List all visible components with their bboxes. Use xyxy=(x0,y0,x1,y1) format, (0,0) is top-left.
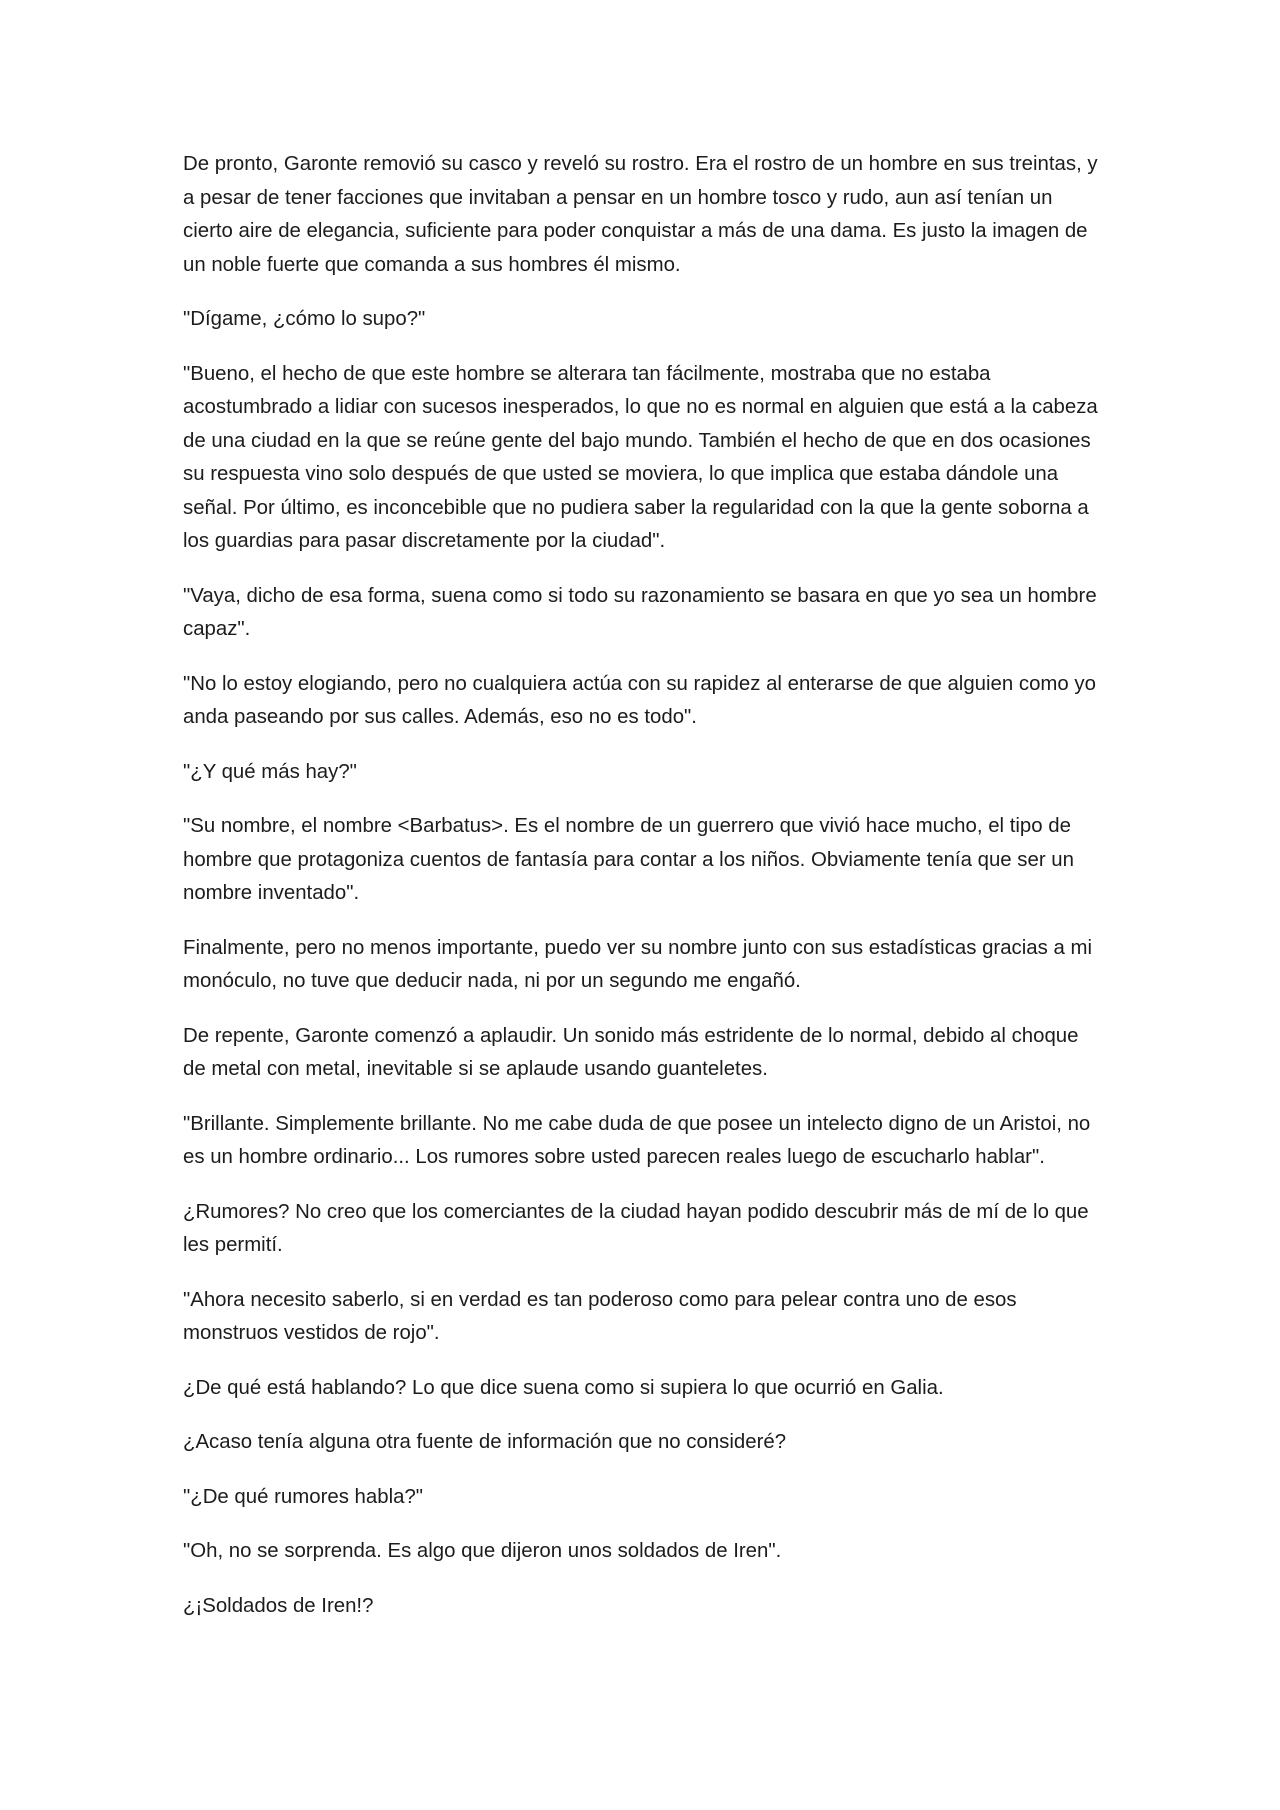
paragraph: "No lo estoy elogiando, pero no cualquiera actúa con su rapidez al enterarse de que alguien como yo anda paseando por sus calles. Además, eso no es todo". xyxy=(183,672,1096,728)
paragraph: "Brillante. Simplemente brillante. No me cabe duda de que posee un intelecto digno de un Aristoi, no es un hombre ordinario... Los rumores sobre usted parecen reales luego de escucharlo hablar". xyxy=(183,1112,1091,1168)
paragraph: ¿Acaso tenía alguna otra fuente de información que no consideré? xyxy=(183,1431,787,1453)
paragraph: De repente, Garonte comenzó a aplaudir. Un sonido más estridente de lo normal, debido al choque de metal con metal, inevitable si se aplaude usando guanteletes. xyxy=(183,1024,1079,1080)
paragraph: ¿¡Soldados de Iren!? xyxy=(183,1594,374,1617)
paragraph: "Vaya, dicho de esa forma, suena como si todo su razonamiento se basara en que yo sea un hombre capaz". xyxy=(183,584,1097,640)
document-body xyxy=(183,148,1103,1644)
paragraph: "Ahora necesito saberlo, si en verdad es tan poderoso como para pelear contra uno de esos monstruos vestidos de rojo". xyxy=(183,1288,1017,1344)
paragraph: ¿De qué está hablando? Lo que dice suena como si supiera lo que ocurrió en Galia. xyxy=(183,1376,944,1399)
paragraph: "Dígame, ¿cómo lo supo?" xyxy=(183,308,426,330)
paragraph: ¿Rumores? No creo que los comerciantes de la ciudad hayan podido descubrir más de mí de lo que les permití. xyxy=(183,1200,1089,1256)
paragraph: "Oh, no se sorprenda. Es algo que dijeron unos soldados de Iren". xyxy=(183,1540,782,1562)
paragraph: "¿Y qué más hay?" xyxy=(183,760,357,783)
paragraph: Finalmente, pero no menos importante, puedo ver su nombre junto con sus estadísticas gracias a mi monóculo, no tuve que deducir nada, ni por un segundo me engañó. xyxy=(183,936,1092,992)
paragraph: "¿De qué rumores habla?" xyxy=(183,1485,424,1508)
paragraph: "Bueno, el hecho de que este hombre se alterara tan fácilmente, mostraba que no estaba acostumbrado a lidiar con sucesos inesperados, lo que no es normal en alguien que está a la cabeza de una ciudad en la que se reúne gente del bajo mundo. También el hecho de que en dos ocasiones su respuesta vino solo después de que usted se moviera, lo que implica que estaba dándole una señal. Por último, es inconcebible que no pudiera saber la regularidad con la que la gente soborna a los guardias para pasar discretamente por la ciudad". xyxy=(183,362,1098,552)
paragraph: De pronto, Garonte removió su casco y reveló su rostro. Era el rostro de un hombre en sus treintas, y a pesar de tener facciones que invitaban a pensar en un hombre tosco y rudo, aun así tenían un cierto aire de elegancia, suficiente para poder conquistar a más de una dama. Es justo la imagen de un noble fuerte que comanda a sus hombres él mismo. xyxy=(183,153,1098,276)
paragraph: "Su nombre, el nombre <Barbatus>. Es el nombre de un guerrero que vivió hace mucho, el tipo de hombre que protagoniza cuentos de fantasía para contar a los niños. Obviamente tenía que ser un nombre inventado". xyxy=(183,815,1074,904)
